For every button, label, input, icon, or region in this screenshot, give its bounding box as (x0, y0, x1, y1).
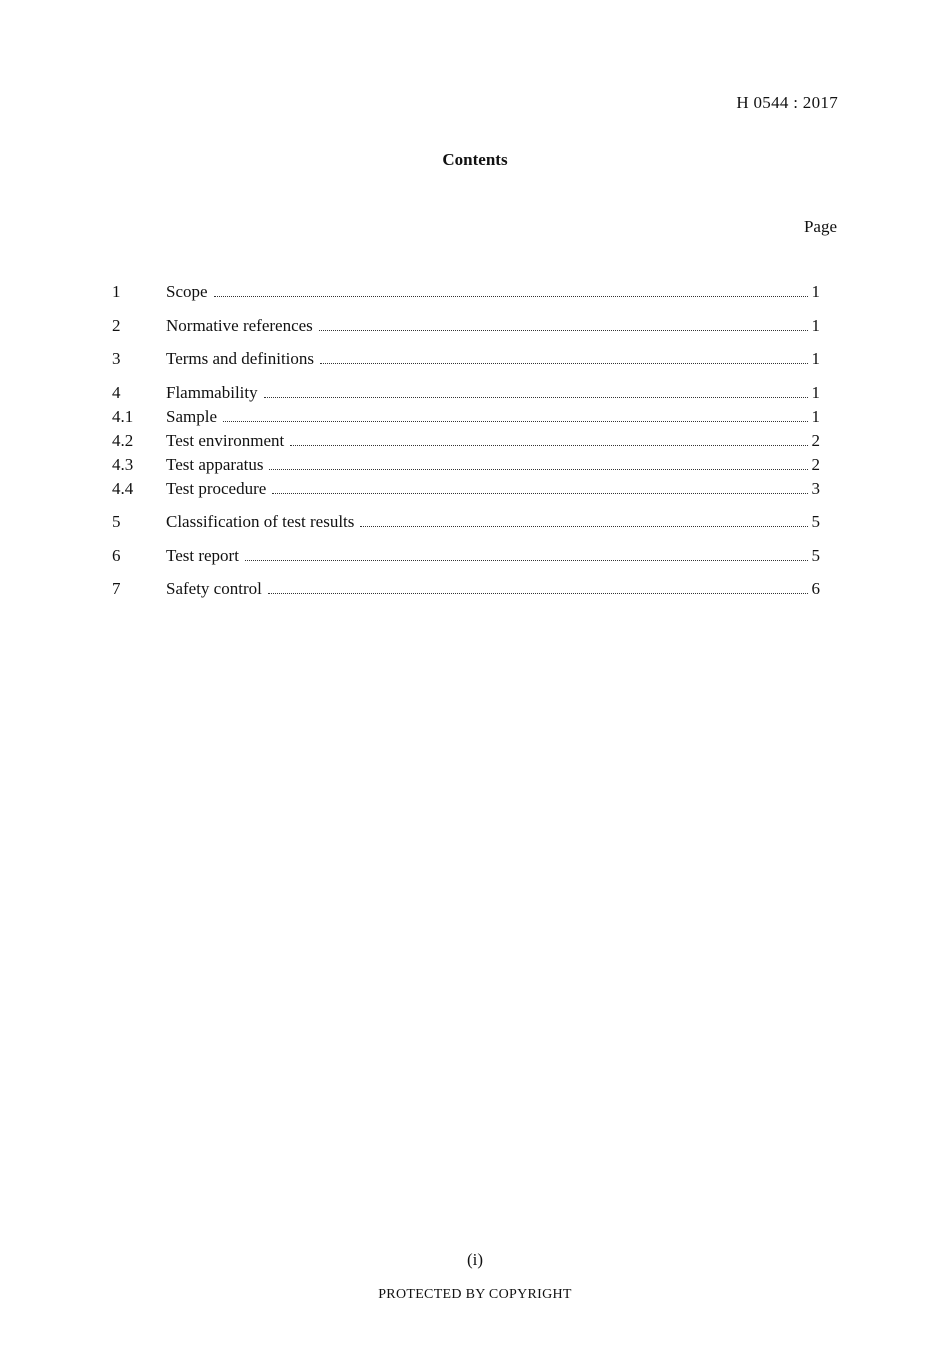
toc-page-number: 2 (811, 454, 820, 474)
toc-label: Terms and definitions (166, 349, 315, 368)
toc-dot-leader (223, 421, 808, 422)
toc-page-number: 3 (811, 478, 820, 498)
toc-dot-leader (272, 493, 808, 494)
toc-number: 4.2 (112, 430, 134, 450)
toc-number: 3 (112, 349, 121, 368)
toc-entry[interactable] (112, 510, 820, 534)
toc-entry[interactable] (112, 347, 820, 371)
toc-number: 4 (112, 382, 121, 402)
toc-label: Test report (166, 545, 239, 565)
toc-page-number: 5 (811, 512, 820, 531)
toc-dot-leader (268, 593, 808, 594)
toc-dot-leader (360, 526, 808, 527)
toc-number: 4.3 (112, 454, 134, 474)
toc-entry[interactable] (112, 544, 820, 568)
page-folio: (i) (466, 1250, 484, 1269)
toc-number: 1 (112, 282, 121, 301)
toc-number: 6 (112, 545, 121, 565)
page-column-label: Page (803, 217, 837, 236)
toc-dot-leader (214, 296, 808, 297)
toc-entry[interactable] (112, 477, 820, 501)
toc-number: 5 (112, 512, 121, 531)
toc-page-number: 1 (811, 282, 820, 301)
toc-label: Normative references (166, 315, 313, 335)
toc-entry[interactable] (112, 381, 820, 405)
copyright-notice: PROTECTED BY COPYRIGHT (378, 1287, 572, 1302)
toc-label: Classification of test results (166, 512, 355, 531)
toc-label: Sample (166, 406, 217, 426)
toc-page-number: 2 (811, 430, 820, 450)
toc-dot-leader (290, 445, 808, 446)
toc-number: 4.1 (112, 406, 134, 426)
toc-number: 7 (112, 579, 121, 598)
toc-page-number: 1 (811, 315, 820, 335)
toc-page-number: 1 (811, 406, 820, 426)
toc-page-number: 1 (811, 349, 820, 368)
toc-entry[interactable] (112, 314, 820, 338)
toc-page-number: 5 (811, 545, 820, 565)
toc-entry[interactable] (112, 429, 820, 453)
toc-label: Scope (166, 282, 208, 301)
toc-page-number: 1 (811, 382, 820, 402)
toc-label: Safety control (166, 579, 262, 598)
toc-number: 4.4 (112, 478, 134, 498)
toc-entry[interactable] (112, 453, 820, 477)
toc-dot-leader (264, 397, 808, 398)
toc-label: Test apparatus (166, 454, 264, 474)
toc-entry[interactable] (112, 280, 820, 304)
toc-dot-leader (245, 560, 808, 561)
toc-dot-leader (269, 469, 808, 470)
toc-label: Test environment (166, 430, 285, 450)
page-title: Contents (442, 150, 508, 169)
toc-dot-leader (320, 363, 808, 364)
toc-page-number: 6 (811, 579, 820, 598)
standard-identifier: H 0544 : 2017 (736, 93, 838, 112)
toc-dot-leader (319, 330, 808, 331)
toc-label: Flammability (166, 382, 258, 402)
table-of-contents (112, 280, 820, 601)
toc-entry[interactable] (112, 405, 820, 429)
toc-number: 2 (112, 315, 121, 335)
toc-label: Test procedure (166, 478, 267, 498)
toc-entry[interactable] (112, 577, 820, 601)
